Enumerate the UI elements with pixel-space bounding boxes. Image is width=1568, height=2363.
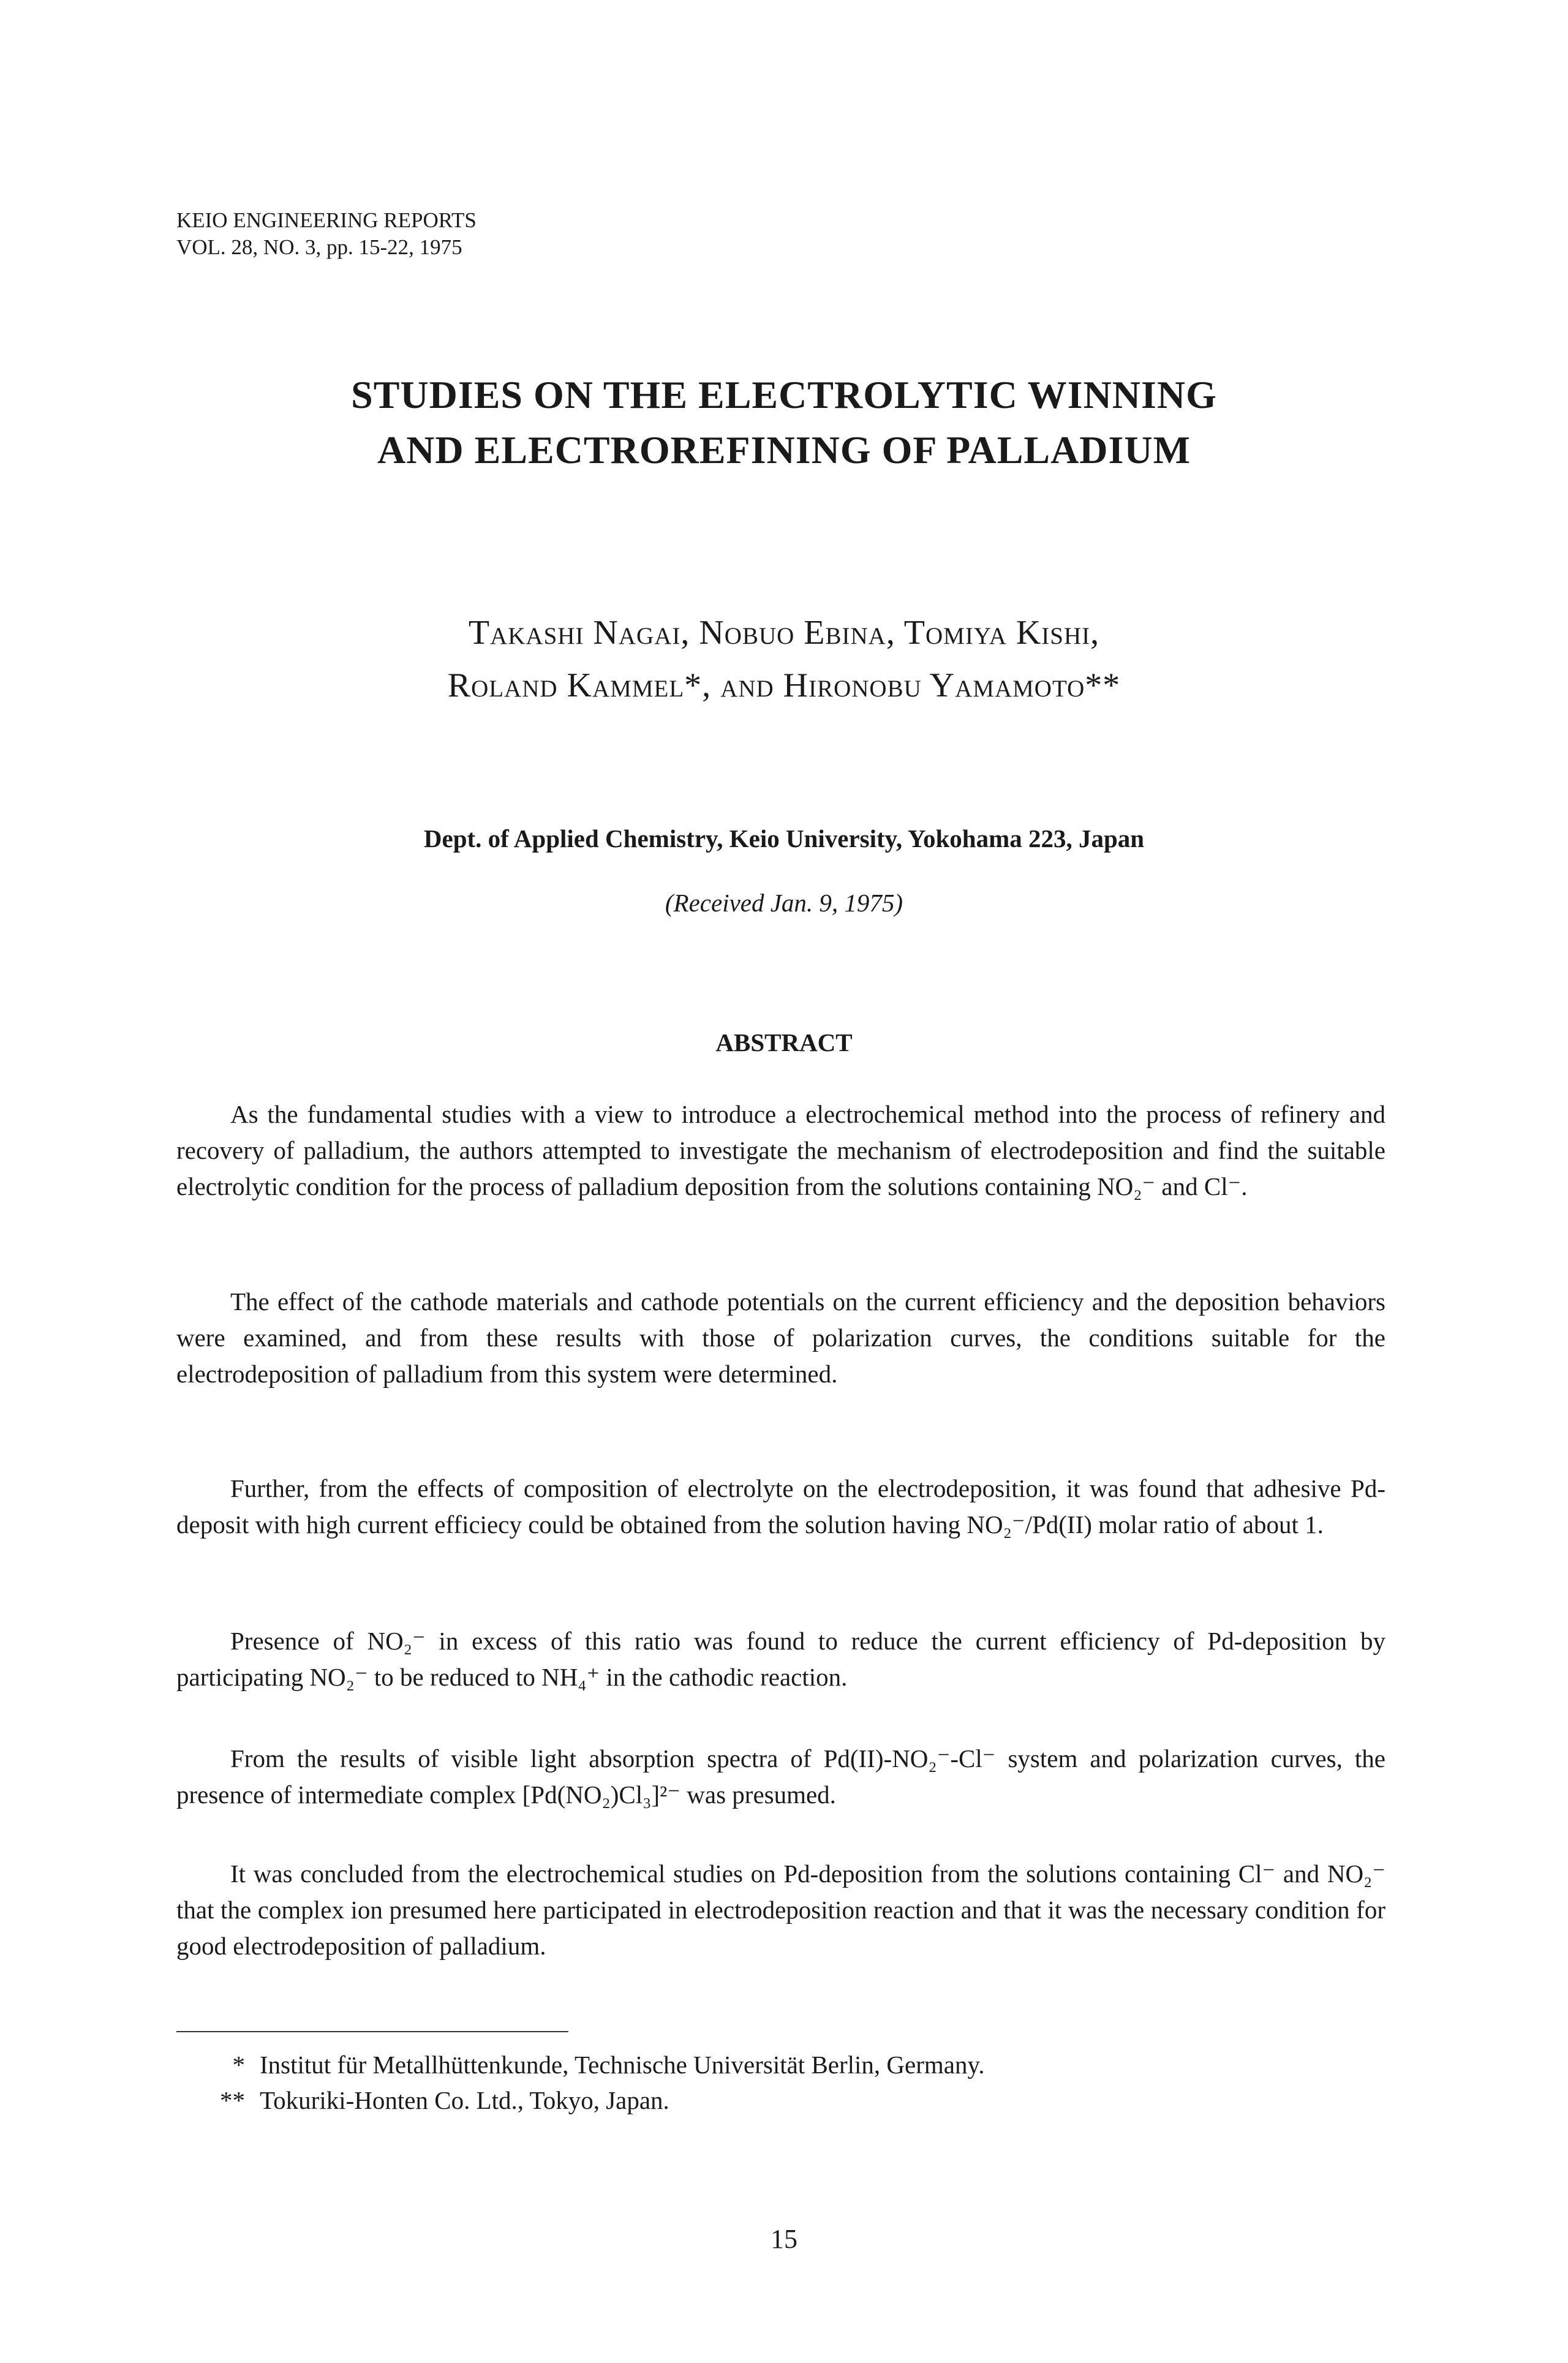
- title-line-2: AND ELECTROREFINING OF PALLADIUM: [377, 428, 1191, 472]
- footnote: [202, 2047, 985, 2082]
- footnote-mark: *: [232, 2051, 245, 2079]
- abstract-paragraph: Further, from the effects of composition of electrolyte on the electrodeposition, it was found that adhesive Pd-deposit with high current efficiecy could be obtained from the solution having NO₂⁻/Pd(II) molar ratio of about 1.: [176, 1474, 1385, 1539]
- journal-volume: VOL. 28, NO. 3, pp. 15-22, 1975: [176, 235, 462, 259]
- journal-header: [176, 207, 477, 261]
- footnote-text: Institut für Metallhüttenkunde, Technische Universität Berlin, Germany.: [260, 2051, 985, 2079]
- footnote-mark: **: [220, 2086, 245, 2114]
- authors-line-2: Roland Kammel*, and Hironobu Yamamoto**: [447, 666, 1121, 704]
- footnote-text: Tokuriki-Honten Co. Ltd., Tokyo, Japan.: [260, 2086, 669, 2114]
- journal-name: KEIO ENGINEERING REPORTS: [176, 208, 477, 232]
- page-number: 15: [771, 2224, 797, 2254]
- paper-title: [0, 367, 1568, 478]
- abstract-paragraph: As the fundamental studies with a view to introduce a electrochemical method into the process of refinery and recovery of palladium, the authors attempted to investigate the mechanism of electrodeposition and find the suitable electrolytic condition for the process of palladium deposition from the solutions containing NO₂⁻ and Cl⁻.: [176, 1100, 1385, 1200]
- abstract-heading: ABSTRACT: [715, 1028, 853, 1057]
- abstract-paragraph: It was concluded from the electrochemical studies on Pd-deposition from the solutions containing Cl⁻ and NO₂⁻ that the complex ion presumed here participated in electrodeposition reaction and that it was the necessary condition for good electrodeposition of palladium.: [176, 1860, 1385, 1960]
- abstract-paragraph: Presence of NO₂⁻ in excess of this ratio was found to reduce the current efficiency of Pd-deposition by participating NO₂⁻ to be reduced to NH₄⁺ in the cathodic reaction.: [176, 1627, 1385, 1691]
- affiliation: Dept. of Applied Chemistry, Keio University, Yokohama 223, Japan: [423, 824, 1145, 853]
- footnote: [202, 2082, 985, 2118]
- author-list: [0, 606, 1568, 712]
- footnotes: [202, 2047, 985, 2118]
- authors-line-1: Takashi Nagai, Nobuo Ebina, Tomiya Kishi,: [468, 614, 1100, 652]
- abstract-paragraph: From the results of visible light absorption spectra of Pd(II)-NO₂⁻-Cl⁻ system and polarization curves, the presence of intermediate complex [Pd(NO₂)Cl₃]²⁻ was presumed.: [176, 1744, 1385, 1809]
- title-line-1: STUDIES ON THE ELECTROLYTIC WINNING: [351, 373, 1217, 416]
- received-date: (Received Jan. 9, 1975): [665, 889, 903, 917]
- abstract-paragraph: The effect of the cathode materials and cathode potentials on the current efficiency and the deposition behaviors were examined, and from these results with those of polarization curves, the conditions suitable for the electrodeposition of palladium from this system were determined.: [176, 1287, 1385, 1388]
- footnote-divider: [176, 2031, 568, 2032]
